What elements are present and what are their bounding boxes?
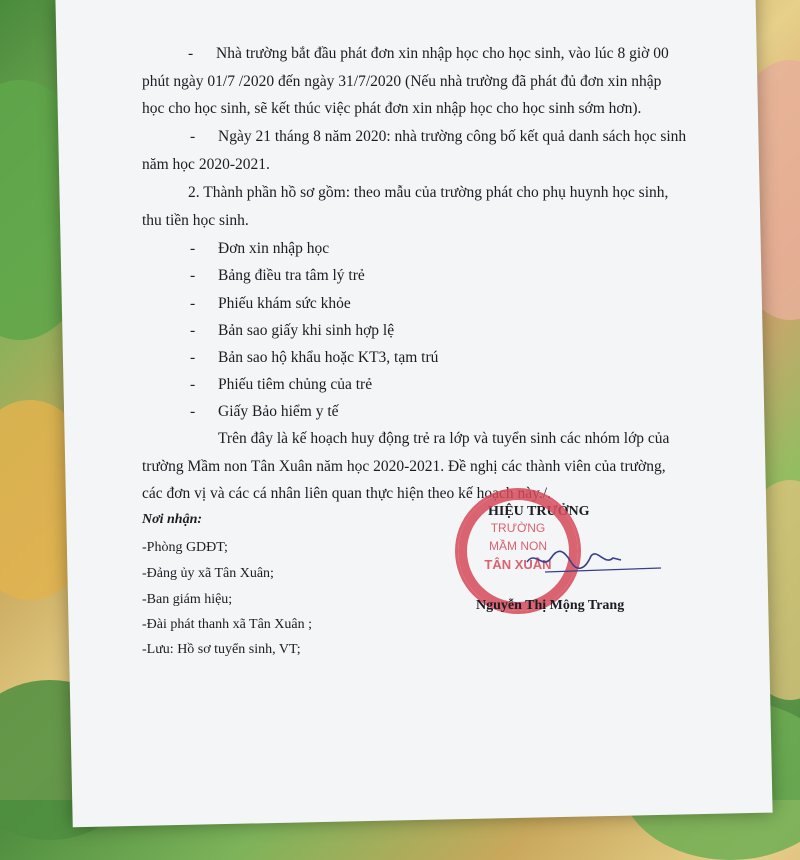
recipient-item: -Ban giám hiệu; <box>142 592 233 607</box>
bullet-dash: - <box>190 267 196 284</box>
paragraph-line: phút ngày 01/7 /2020 đến ngày 31/7/2020 (Nếu nhà trường đã phát đủ đơn xin nhập <box>142 73 662 90</box>
signer-name: Nguyễn Thị Mộng Trang <box>476 598 625 613</box>
paragraph-line: Ngày 21 tháng 8 năm 2020: nhà trường công bố kết quả danh sách học sinh <box>218 128 687 145</box>
paragraph-line: năm học 2020-2021. <box>142 156 270 173</box>
stamp-text: TÂN XUÂN <box>484 557 552 572</box>
bullet-dash: - <box>190 349 196 366</box>
bullet-dash: - <box>190 322 196 339</box>
document-item: Phiếu khám sức khỏe <box>218 295 351 312</box>
bullet-dash: - <box>190 403 196 420</box>
document-item: Bản sao hộ khẩu hoặc KT3, tạm trú <box>218 349 439 366</box>
stamp-text: MẦM NON <box>489 539 547 553</box>
bullet-dash: - <box>188 45 194 62</box>
handwritten-signature <box>525 540 665 590</box>
recipient-item: -Đảng ủy xã Tân Xuân; <box>142 566 274 581</box>
paragraph-line: trường Mầm non Tân Xuân năm học 2020-2021. Đề nghị các thành viên của trường, <box>142 458 666 475</box>
recipient-item: -Phòng GDĐT; <box>142 540 228 555</box>
stamp-text: TRƯỜNG <box>490 521 546 535</box>
document-item: Đơn xin nhập học <box>218 240 330 257</box>
recipient-item: -Lưu: Hồ sơ tuyển sinh, VT; <box>142 642 301 657</box>
paragraph-line: các đơn vị và các cá nhân liên quan thực hiện theo kế hoạch này./. <box>142 485 551 502</box>
paragraph-line: Trên đây là kế hoạch huy động trẻ ra lớp và tuyển sinh các nhóm lớp của <box>218 430 670 447</box>
bullet-dash: - <box>190 240 196 257</box>
bullet-dash: - <box>190 295 196 312</box>
section-heading: 2. Thành phần hồ sơ gồm: theo mẫu của trường phát cho phụ huynh học sinh, <box>188 184 669 201</box>
paragraph-line: Nhà trường bắt đầu phát đơn xin nhập học cho học sinh, vào lúc 8 giờ 00 <box>216 45 669 62</box>
recipients-heading: Nơi nhận: <box>142 512 203 527</box>
document-item: Giấy Bảo hiểm y tế <box>218 403 339 420</box>
document-item: Phiếu tiêm chủng của trẻ <box>218 376 373 393</box>
document-item: Bản sao giấy khi sinh hợp lệ <box>218 322 395 339</box>
bullet-dash: - <box>190 128 196 145</box>
document-item: Bảng điều tra tâm lý trẻ <box>218 267 365 284</box>
recipient-item: -Đài phát thanh xã Tân Xuân ; <box>142 617 313 632</box>
signature-title: HIỆU TRƯỞNG <box>488 504 590 519</box>
bullet-dash: - <box>190 376 196 393</box>
paragraph-line: thu tiền học sinh. <box>142 212 249 229</box>
paragraph-line: học cho học sinh, sẽ kết thúc việc phát đơn xin nhập học cho học sinh sớm hơn). <box>142 100 642 117</box>
